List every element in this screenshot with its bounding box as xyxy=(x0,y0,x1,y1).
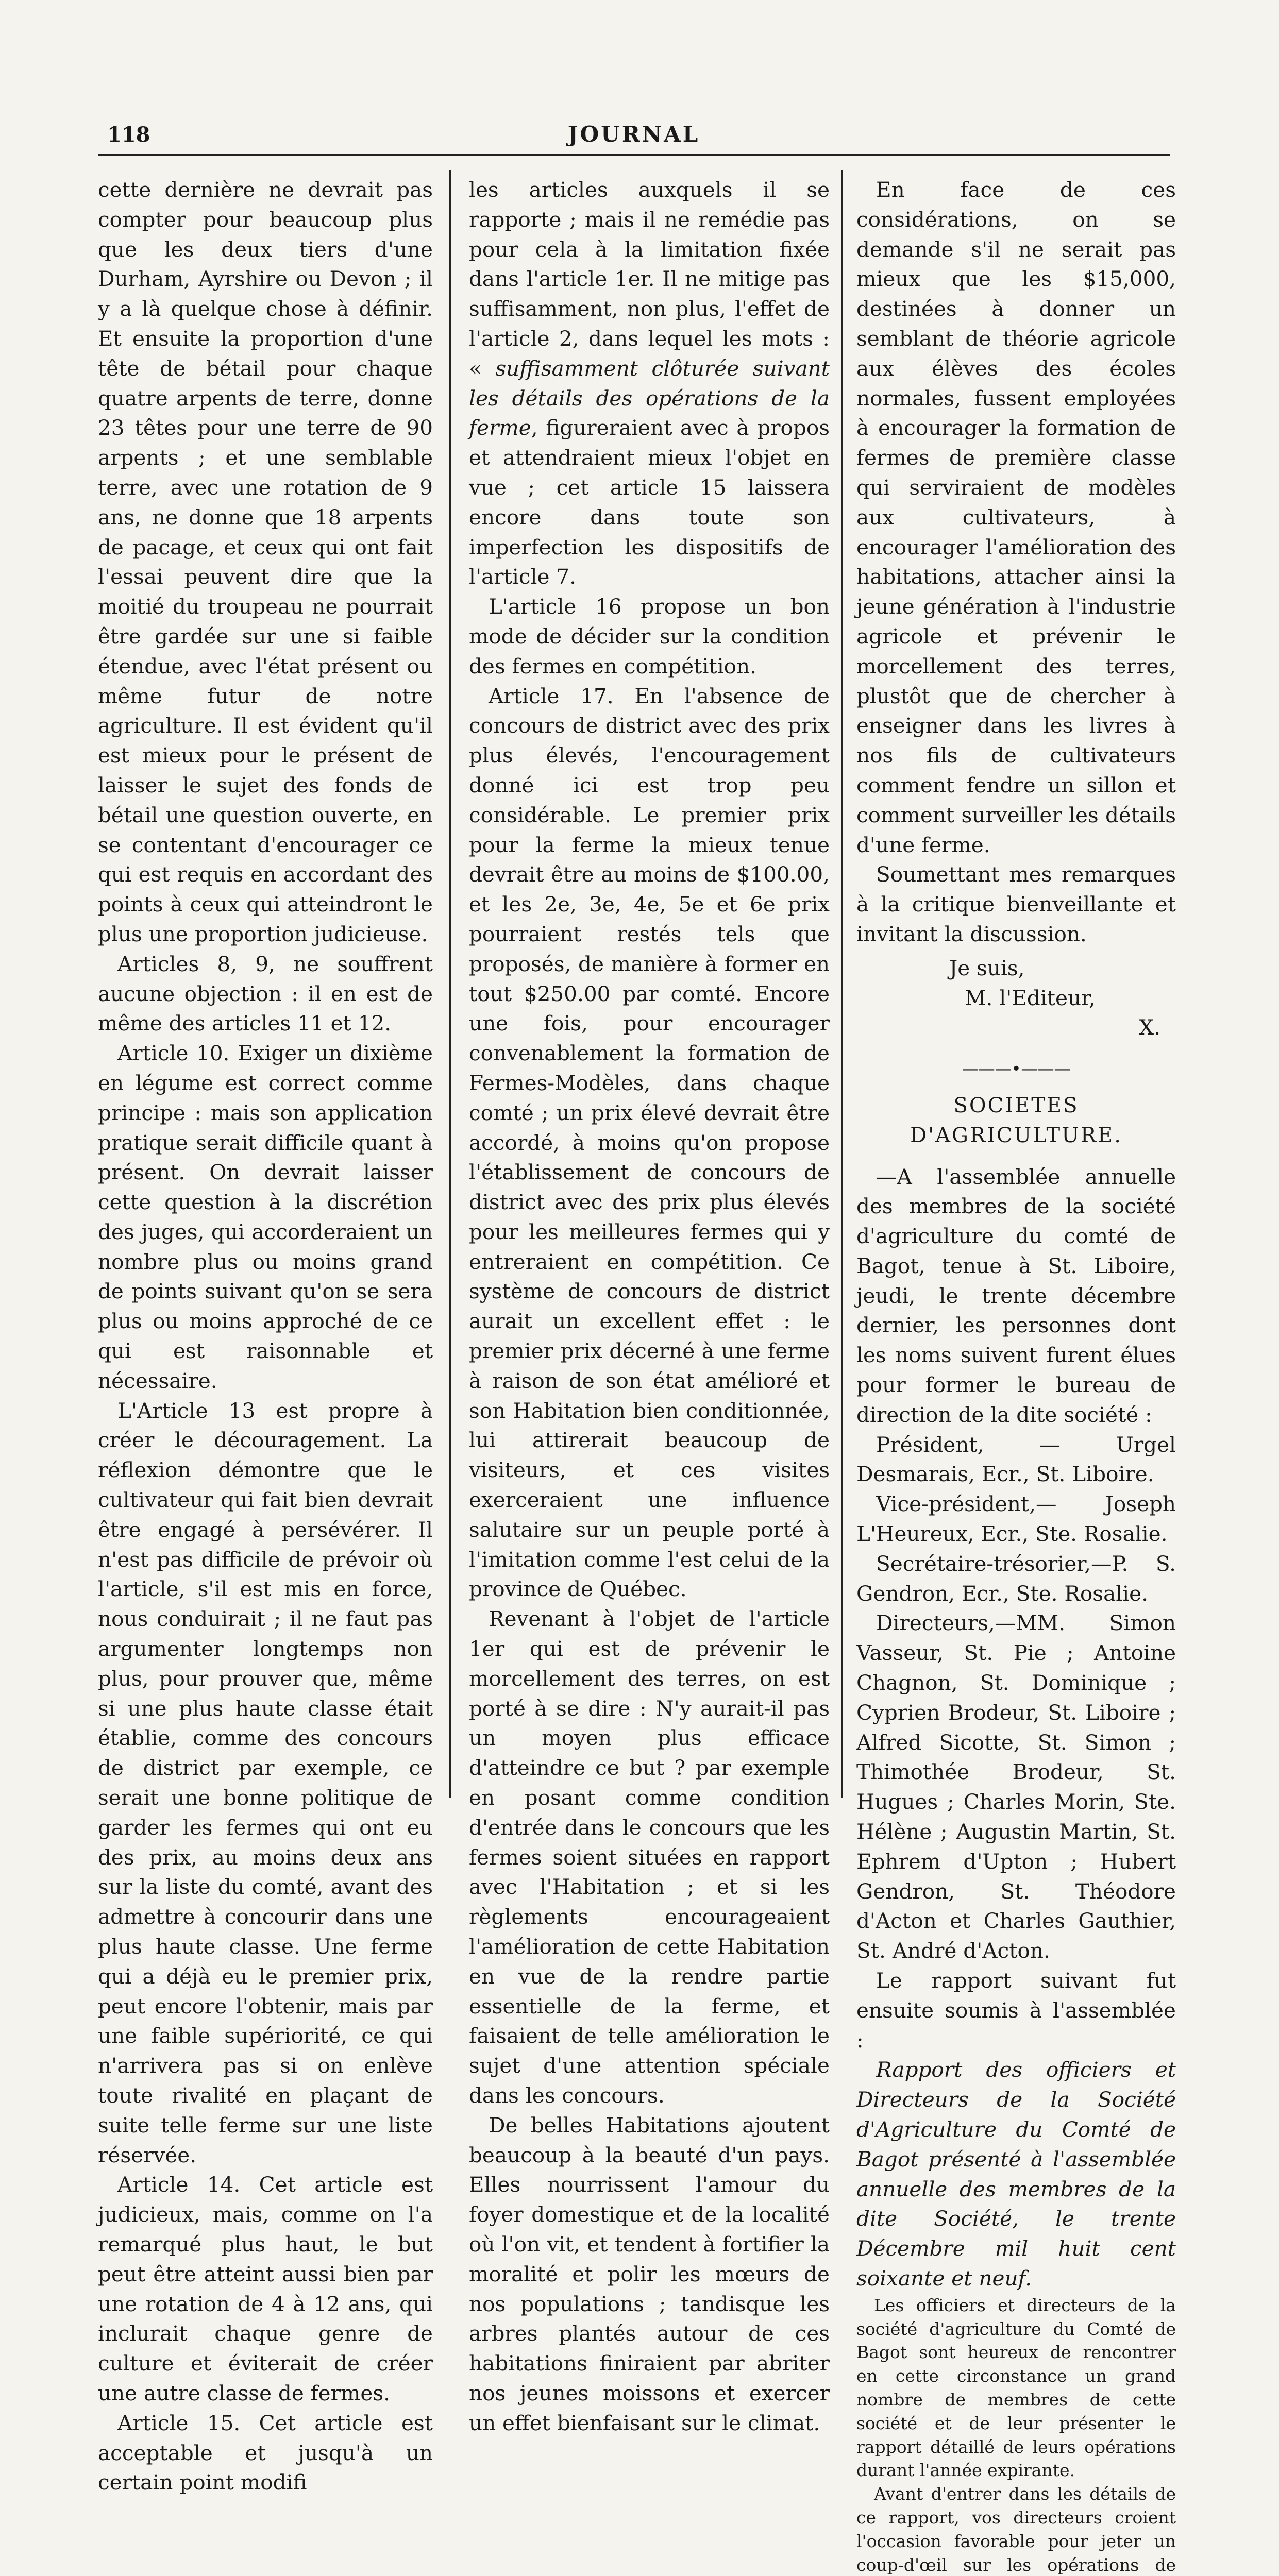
signature-line: M. l'Editeur, xyxy=(965,985,1096,1010)
page-number: 118 xyxy=(107,123,150,147)
report-title-text: Rapport des officiers et Directeurs de la Société d'Agriculture du Comté de Bagot présenté à l'assemblée annuelle des membres de la dite Société, le trente Décembre mil huit cent soixante et neuf. xyxy=(856,2057,1176,2291)
column-left xyxy=(98,175,433,2495)
paragraph: Secrétaire-trésorier,—P. S. Gendron, Ecr., Ste. Rosalie. xyxy=(856,1551,1176,1606)
paragraph-small: Avant d'entrer dans les détails de ce rapport, vos directeurs croient l'occasion favorable pour jeter un coup-d'œil sur les opérations de xyxy=(856,2484,1176,2575)
paragraph: Article 15. Cet article est acceptable et jusqu'à un certain point modifi xyxy=(98,2410,433,2495)
paragraph: Président, — Urgel Desmarais, Ecr., St. Liboire. xyxy=(856,1432,1176,1487)
quoted-phrase: suffisamment clôturée suivant les détails des opérations de la ferme xyxy=(469,355,830,440)
paragraph: De belles Habitations ajoutent beaucoup à la beauté d'un pays. Elles nourrissent l'amour du foyer domestique et de la localité où l'on vit, et tendent à fortifier la moralité et polir les mœurs de nos populations ; tandisque les arbres plantés autour de ces habitations finiraient par abriter nos jeunes moissons et exercer un effet bienfaisant sur le climat. xyxy=(469,2112,830,2435)
text-run: , figureraient avec à propos et attendraient mieux l'objet en vue ; cet article 15 laissera encore dans toute son imperfection les dispositifs de l'article 7. xyxy=(469,415,830,589)
signature-initial: X. xyxy=(1139,1015,1160,1040)
paragraph: Article 14. Cet article est judicieux, mais, comme on l'a remarqué plus haut, le but peut être atteint aussi bien par une rotation de 4 à 12 ans, qui inclurait chaque genre de culture et éviterait de créer une autre classe de fermes. xyxy=(98,2172,433,2405)
paragraph: —A l'assemblée annuelle des membres de la société d'agriculture du comté de Bagot, tenue à St. Liboire, jeudi, le trente décembre dernier, les personnes dont les noms suivent furent élues pour former le bureau de direction de la dite société : xyxy=(856,1164,1176,1427)
column-middle xyxy=(469,175,830,2435)
paragraph: Articles 8, 9, ne souffrent aucune objection : il en est de même des articles 11 et 12. xyxy=(98,951,433,1036)
paragraph: L'Article 13 est propre à créer le découragement. La réflexion démontre que le cultivateur qui fait bien devrait être engagé à persévérer. Il n'est pas difficile de prévoir où l'article, s'il est mis en force, nous conduirait ; il ne faut pas argumenter longtemps non plus, pour prouver que, même si une plus haute classe était établie, comme des concours de district par exemple, ce serait une bonne politique de garder les fermes qui ont eu des prix, au moins deux ans sur la liste du comté, avant des admettre à concourir dans une plus haute classe. Une ferme qui a déjà eu le premier prix, peut encore l'obtenir, mais par une faible supériorité, ce qui n'arrivera pas si on enlève toute rivalité en plaçant de suite telle ferme sur une liste réservée. xyxy=(98,1398,433,2167)
paragraph: En face de ces considérations, on se demande s'il ne serait pas mieux que les $15,000, destinées à donner un semblant de théorie agricole aux élèves des écoles normales, fussent employées à encourager la formation de fermes de première classe qui serviraient de modèles aux cultivateurs, à encourager l'amélioration des habitations, attacher ainsi la jeune génération à l'industrie agricole et prévenir le morcellement des terres, plustôt que de chercher à enseigner dans les livres à nos fils de cultivateurs comment fendre un sillon et comment surveiller les détails d'une ferme. xyxy=(856,177,1176,857)
column-rule-left xyxy=(449,170,451,1798)
section-title: SOCIETES D'AGRICULTURE. xyxy=(910,1093,1122,1147)
paragraph: Revenant à l'objet de l'article 1er qui est de prévenir le morcellement des terres, on est porté à se dire : N'y aurait-il pas un moyen plus efficace d'atteindre ce but ? par exemple en posant comme condition d'entrée dans le concours que les fermes soient situées en rapport avec l'Habitation ; et si les règlements encourageaient l'amélioration de cette Habitation en vue de la rendre partie essentielle de la ferme, et faisaient de telle amélioration le sujet d'une attention spéciale dans les concours. xyxy=(469,1606,830,2108)
signature xyxy=(856,954,1176,1043)
text-run: les articles auxquels il se rapporte ; mais il ne remédie pas pour cela à la limitation fixée dans l'article 1er. Il ne mitige pas suffisamment, non plus, l'effet de l'article 2, dans lequel les mots : « xyxy=(469,177,830,381)
report-title xyxy=(856,2055,1176,2293)
signature-line: Je suis, xyxy=(949,955,1025,980)
paragraph: Le rapport suivant fut ensuite soumis à l'assemblée : xyxy=(856,1968,1176,2053)
paragraph: cette dernière ne devrait pas compter pour beaucoup plus que les deux tiers d'une Durham, Ayrshire ou Devon ; il y a là quelque chose à définir. Et ensuite la proportion d'une tête de bétail pour chaque quatre arpents de terre, donne 23 têtes pour une terre de 90 arpents ; et une semblable terre, avec une rotation de 9 ans, ne donne que 18 arpents de pacage, et ceux qui ont fait l'essai peuvent dire que la moitié du troupeau ne pourrait être gardée sur une si faible étendue, avec l'état présent ou même futur de notre agriculture. Il est évident qu'il est mieux pour le présent de laisser le sujet des fonds de bétail une question ouverte, en se contentant d'encourager ce qui est requis en accordant des points à ceux qui atteindront le plus une proportion judicieuse. xyxy=(98,177,433,946)
running-title: JOURNAL xyxy=(567,122,700,147)
paragraph: Article 10. Exiger un dixième en légume est correct comme principe : mais son application pratique serait difficile quant à présent. On devrait laisser cette question à la discrétion des juges, qui accorderaient un nombre plus ou moins grand de points suivant qu'on se sera plus ou moins approché de ce qui est raisonnable et nécessaire. xyxy=(98,1041,433,1393)
header-rule xyxy=(98,154,1170,156)
section-divider: ———•——— xyxy=(962,1059,1071,1079)
paragraph-small: Les officiers et directeurs de la société d'agriculture du Comté de Bagot sont heureux de rencontrer en cette circonstance un grand nombre de membres de cette société et de leur présenter le rapport détaillé de leurs opérations durant l'année expirante. xyxy=(856,2295,1176,2481)
paragraph: L'article 16 propose un bon mode de décider sur la condition des fermes en compétition. xyxy=(469,594,830,679)
paragraph: Vice-président,— Joseph L'Heureux, Ecr., Ste. Rosalie. xyxy=(856,1492,1176,1547)
paragraph: Directeurs,—MM. Simon Vasseur, St. Pie ; Antoine Chagnon, St. Dominique ; Cyprien Brodeur, St. Liboire ; Alfred Sicotte, St. Simon ; Thimothée Brodeur, St. Hugues ; Charles Morin, Ste. Hélène ; Augustin Martin, St. Ephrem d'Upton ; Hubert Gendron, St. Théodore d'Acton et Charles Gauthier, St. André d'Acton. xyxy=(856,1611,1176,1963)
paragraph xyxy=(469,175,830,592)
paragraph: Soumettant mes remarques à la critique bienveillante et invitant la discussion. xyxy=(856,862,1176,946)
column-rule-right xyxy=(841,170,843,1798)
page-header xyxy=(98,117,1170,148)
paragraph: Article 17. En l'absence de concours de district avec des prix plus élevés, l'encouragement donné ici est trop peu considérable. Le premier prix pour la ferme la mieux tenue devrait être au moins de $100.00, et les 2e, 3e, 4e, 5e et 6e prix pourraient restés tels que proposés, de manière à former en tout $250.00 par comté. Encore une fois, pour encourager convenablement la formation de Fermes-Modèles, dans chaque comté ; un prix élevé devrait être accordé, à moins qu'on propose l'établissement de concours de district avec des prix plus élevés pour les meilleures fermes qui y entreraient en compétition. Ce système de concours de district aurait un excellent effet : le premier prix décerné à une ferme à raison de son état amélioré et son Habitation bien conditionnée, lui attirerait beaucoup de visiteurs, et ces visites exerceraient une influence salutaire sur un peuple porté à l'imitation comme l'est celui de la province de Québec. xyxy=(469,683,830,1602)
column-right xyxy=(856,175,1176,2575)
